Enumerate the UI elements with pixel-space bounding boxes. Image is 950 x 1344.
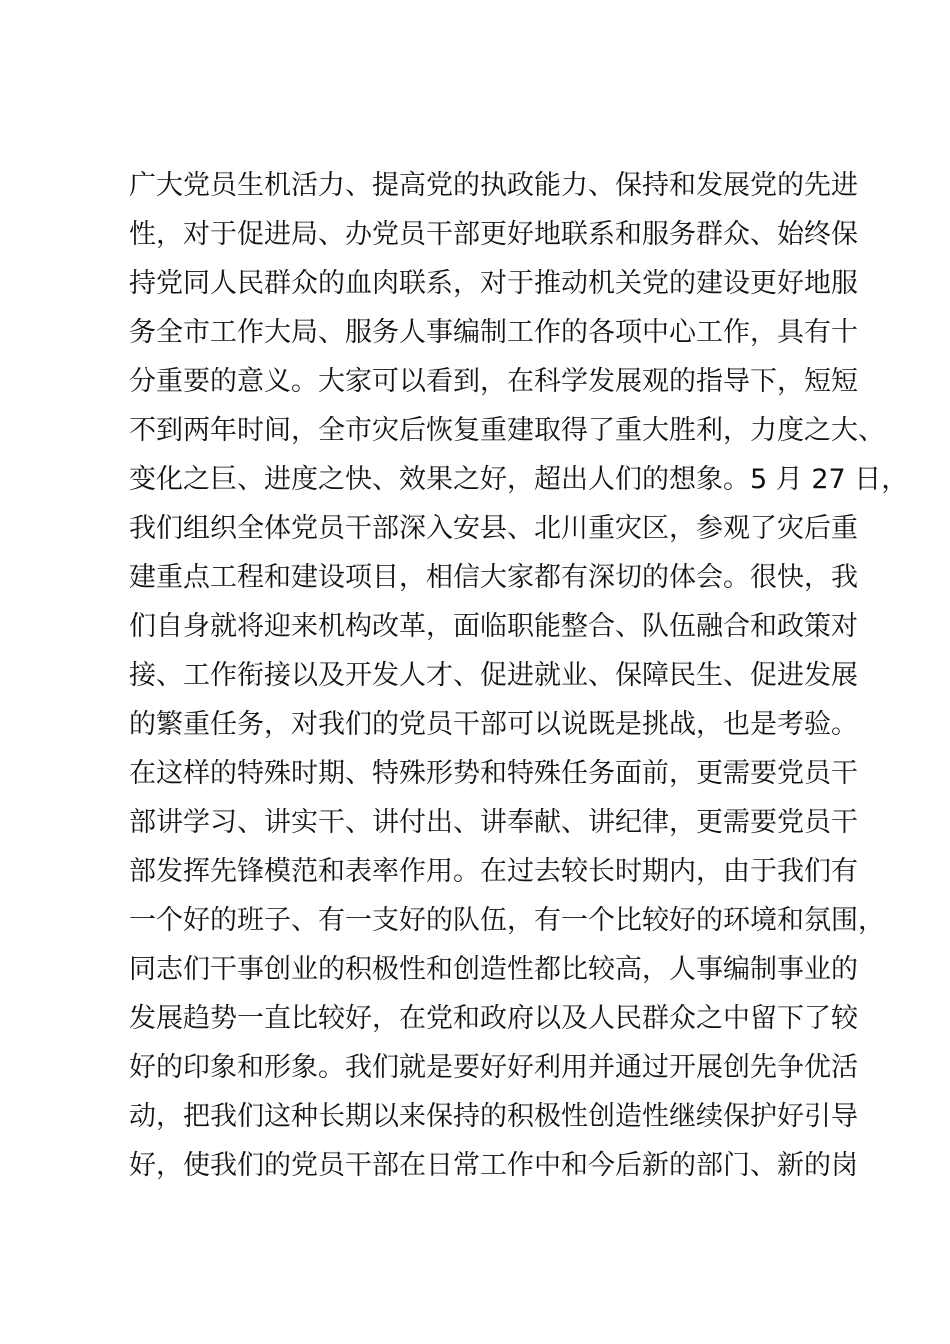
text-line-7: 变化之巨、进度之快、效果之好，超出人们的想象。5 月 27 日， bbox=[129, 464, 909, 495]
text-line-5: 分重要的意义。大家可以看到，在科学发展观的指导下，短短 bbox=[129, 366, 858, 397]
text-line-1: 广大党员生机活力、提高党的执政能力、保持和发展党的先进 bbox=[129, 170, 858, 201]
text-line-20: 动，把我们这种长期以来保持的积极性创造性继续保护好引导 bbox=[129, 1101, 858, 1132]
text-line-10: 们自身就将迎来机构改革，面临职能整合、队伍融合和政策对 bbox=[129, 611, 858, 642]
text-line-15: 部发挥先锋模范和表率作用。在过去较长时期内，由于我们有 bbox=[129, 856, 858, 887]
text-line-17: 同志们干事创业的积极性和创造性都比较高，人事编制事业的 bbox=[129, 954, 858, 985]
text-line-9: 建重点工程和建设项目，相信大家都有深切的体会。很快，我 bbox=[129, 562, 858, 593]
text-line-3: 持党同人民群众的血肉联系，对于推动机关党的建设更好地服 bbox=[129, 268, 858, 299]
text-line-13: 在这样的特殊时期、特殊形势和特殊任务面前，更需要党员干 bbox=[129, 758, 858, 789]
text-line-4: 务全市工作大局、服务人事编制工作的各项中心工作，具有十 bbox=[129, 317, 858, 348]
body-text bbox=[129, 161, 909, 1190]
text-line-8: 我们组织全体党员干部深入安县、北川重灾区，参观了灾后重 bbox=[129, 513, 858, 544]
text-line-14: 部讲学习、讲实干、讲付出、讲奉献、讲纪律，更需要党员干 bbox=[129, 807, 858, 838]
text-line-6: 不到两年时间，全市灾后恢复重建取得了重大胜利，力度之大、 bbox=[129, 415, 885, 446]
text-line-19: 好的印象和形象。我们就是要好好利用并通过开展创先争优活 bbox=[129, 1052, 858, 1083]
text-line-11: 接、工作衔接以及开发人才、促进就业、保障民生、促进发展 bbox=[129, 660, 858, 691]
text-line-16: 一个好的班子、有一支好的队伍，有一个比较好的环境和氛围， bbox=[129, 905, 885, 936]
text-line-12: 的繁重任务，对我们的党员干部可以说既是挑战，也是考验。 bbox=[129, 709, 858, 740]
text-line-2: 性，对于促进局、办党员干部更好地联系和服务群众、始终保 bbox=[129, 219, 858, 250]
text-line-18: 发展趋势一直比较好，在党和政府以及人民群众之中留下了较 bbox=[129, 1003, 858, 1034]
text-line-21: 好，使我们的党员干部在日常工作中和今后新的部门、新的岗 bbox=[129, 1150, 858, 1181]
